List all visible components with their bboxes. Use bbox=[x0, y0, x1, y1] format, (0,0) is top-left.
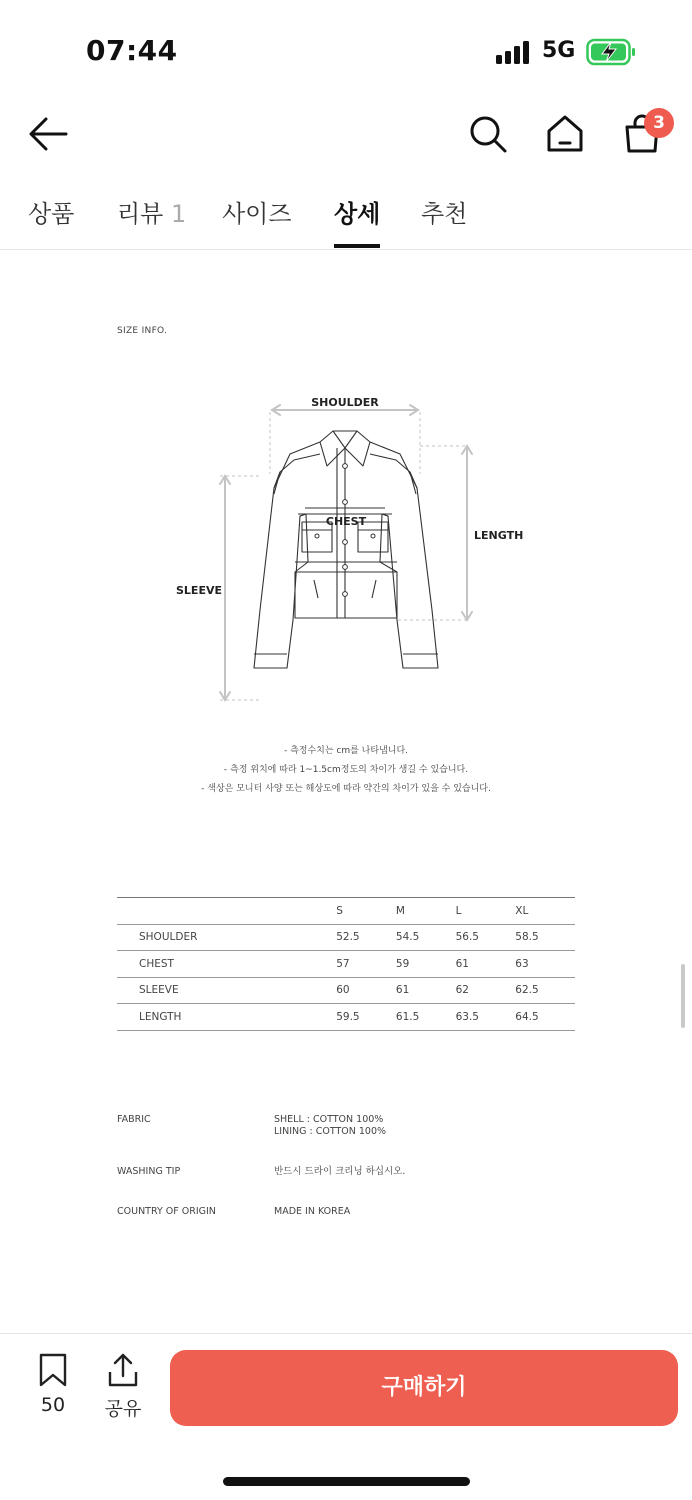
tab-recommend[interactable] bbox=[421, 194, 467, 229]
origin-value: MADE IN KOREA bbox=[274, 1206, 351, 1217]
status-bar bbox=[0, 0, 692, 100]
table-cell: 62 bbox=[455, 984, 469, 997]
detail-content bbox=[0, 252, 692, 1332]
table-cell: 59 bbox=[395, 957, 410, 970]
washing-label: WASHING TIP bbox=[117, 1166, 181, 1177]
washing-value: 반드시 드라이 크리닝 하십시오. bbox=[274, 1166, 406, 1177]
home-icon[interactable] bbox=[543, 112, 587, 156]
bookmark-count: 50 bbox=[40, 1394, 66, 1416]
note-line: - 측정수치는 cm를 나타냅니다. bbox=[283, 746, 409, 756]
sleeve-label: SLEEVE bbox=[176, 584, 222, 597]
signal-icon bbox=[496, 40, 530, 64]
row-label: LENGTH bbox=[139, 1010, 182, 1023]
size-table bbox=[117, 897, 575, 1031]
shoulder-label: SHOULDER bbox=[311, 396, 379, 409]
top-navigation bbox=[0, 100, 692, 170]
network-type: 5G bbox=[542, 38, 576, 63]
header-cell: L bbox=[455, 904, 462, 917]
back-arrow-icon[interactable] bbox=[26, 112, 70, 156]
bottom-action-bar bbox=[0, 1333, 692, 1500]
chest-label: CHEST bbox=[325, 515, 367, 528]
length-label: LENGTH bbox=[474, 529, 524, 542]
active-tab-indicator bbox=[334, 244, 380, 248]
note-line: - 색상은 모니터 사양 또는 해상도에 따라 약간의 차이가 있을 수 있습니다. bbox=[201, 784, 491, 794]
table-cell: 58.5 bbox=[515, 931, 539, 944]
home-indicator bbox=[223, 1477, 470, 1486]
tab-label: 추천 bbox=[421, 200, 468, 228]
table-cell: 61 bbox=[395, 984, 410, 997]
search-icon[interactable] bbox=[466, 112, 510, 156]
tab-detail[interactable] bbox=[334, 194, 380, 229]
fabric-label: FABRIC bbox=[117, 1114, 151, 1125]
tab-size[interactable] bbox=[222, 194, 292, 229]
jacket-size-diagram bbox=[170, 384, 530, 714]
review-count: 1 bbox=[171, 200, 187, 228]
cart-count-badge: 3 bbox=[644, 108, 674, 138]
fabric-value bbox=[274, 1114, 474, 1138]
table-cell: 61.5 bbox=[395, 1010, 420, 1023]
tab-bar bbox=[0, 176, 692, 250]
table-cell: 61 bbox=[455, 957, 469, 970]
row-label: CHEST bbox=[139, 957, 174, 970]
tab-review[interactable] bbox=[117, 194, 186, 229]
fabric-lining: LINING : COTTON 100% bbox=[274, 1126, 387, 1137]
table-cell: 54.5 bbox=[395, 931, 420, 944]
header-cell bbox=[117, 898, 336, 925]
battery-charging-icon bbox=[586, 38, 636, 66]
status-time: 07:44 bbox=[86, 34, 178, 67]
table-cell: 59.5 bbox=[336, 1010, 360, 1023]
tab-label: 상세 bbox=[334, 200, 381, 228]
table-cell: 60 bbox=[336, 984, 350, 997]
tab-product[interactable] bbox=[28, 194, 74, 229]
table-row bbox=[117, 977, 575, 1004]
measurement-notes bbox=[0, 742, 692, 799]
share-label: 공유 bbox=[104, 1398, 142, 1420]
table-cell: 64.5 bbox=[515, 1010, 539, 1023]
table-cell: 52.5 bbox=[336, 931, 360, 944]
table-row bbox=[117, 1004, 575, 1031]
bookmark-icon bbox=[35, 1352, 71, 1388]
tab-label: 사이즈 bbox=[222, 200, 292, 228]
bookmark-button[interactable] bbox=[30, 1352, 76, 1416]
fabric-shell: SHELL : COTTON 100% bbox=[274, 1114, 384, 1125]
buy-button[interactable]: 구매하기 bbox=[170, 1350, 678, 1426]
row-label: SLEEVE bbox=[139, 984, 179, 997]
header-cell: S bbox=[336, 904, 343, 917]
share-button[interactable] bbox=[100, 1352, 146, 1421]
tab-label: 리뷰 bbox=[117, 200, 164, 228]
table-row bbox=[117, 924, 575, 951]
row-label: SHOULDER bbox=[139, 931, 198, 944]
scrollbar[interactable] bbox=[681, 964, 685, 1028]
header-cell: XL bbox=[515, 904, 529, 917]
size-info-title: SIZE INFO. bbox=[117, 326, 168, 336]
table-row bbox=[117, 951, 575, 978]
table-cell: 63 bbox=[515, 957, 529, 970]
table-cell: 63.5 bbox=[455, 1010, 479, 1023]
origin-label: COUNTRY OF ORIGIN bbox=[117, 1206, 216, 1217]
note-line: - 측정 위치에 따라 1~1.5cm정도의 차이가 생길 수 있습니다. bbox=[223, 765, 469, 775]
header-cell: M bbox=[395, 904, 405, 917]
table-cell: 57 bbox=[336, 957, 350, 970]
size-table-header bbox=[117, 898, 575, 925]
table-cell: 56.5 bbox=[455, 931, 479, 944]
tab-label: 상품 bbox=[28, 200, 75, 228]
share-icon bbox=[105, 1352, 141, 1388]
table-cell: 62.5 bbox=[515, 984, 539, 997]
